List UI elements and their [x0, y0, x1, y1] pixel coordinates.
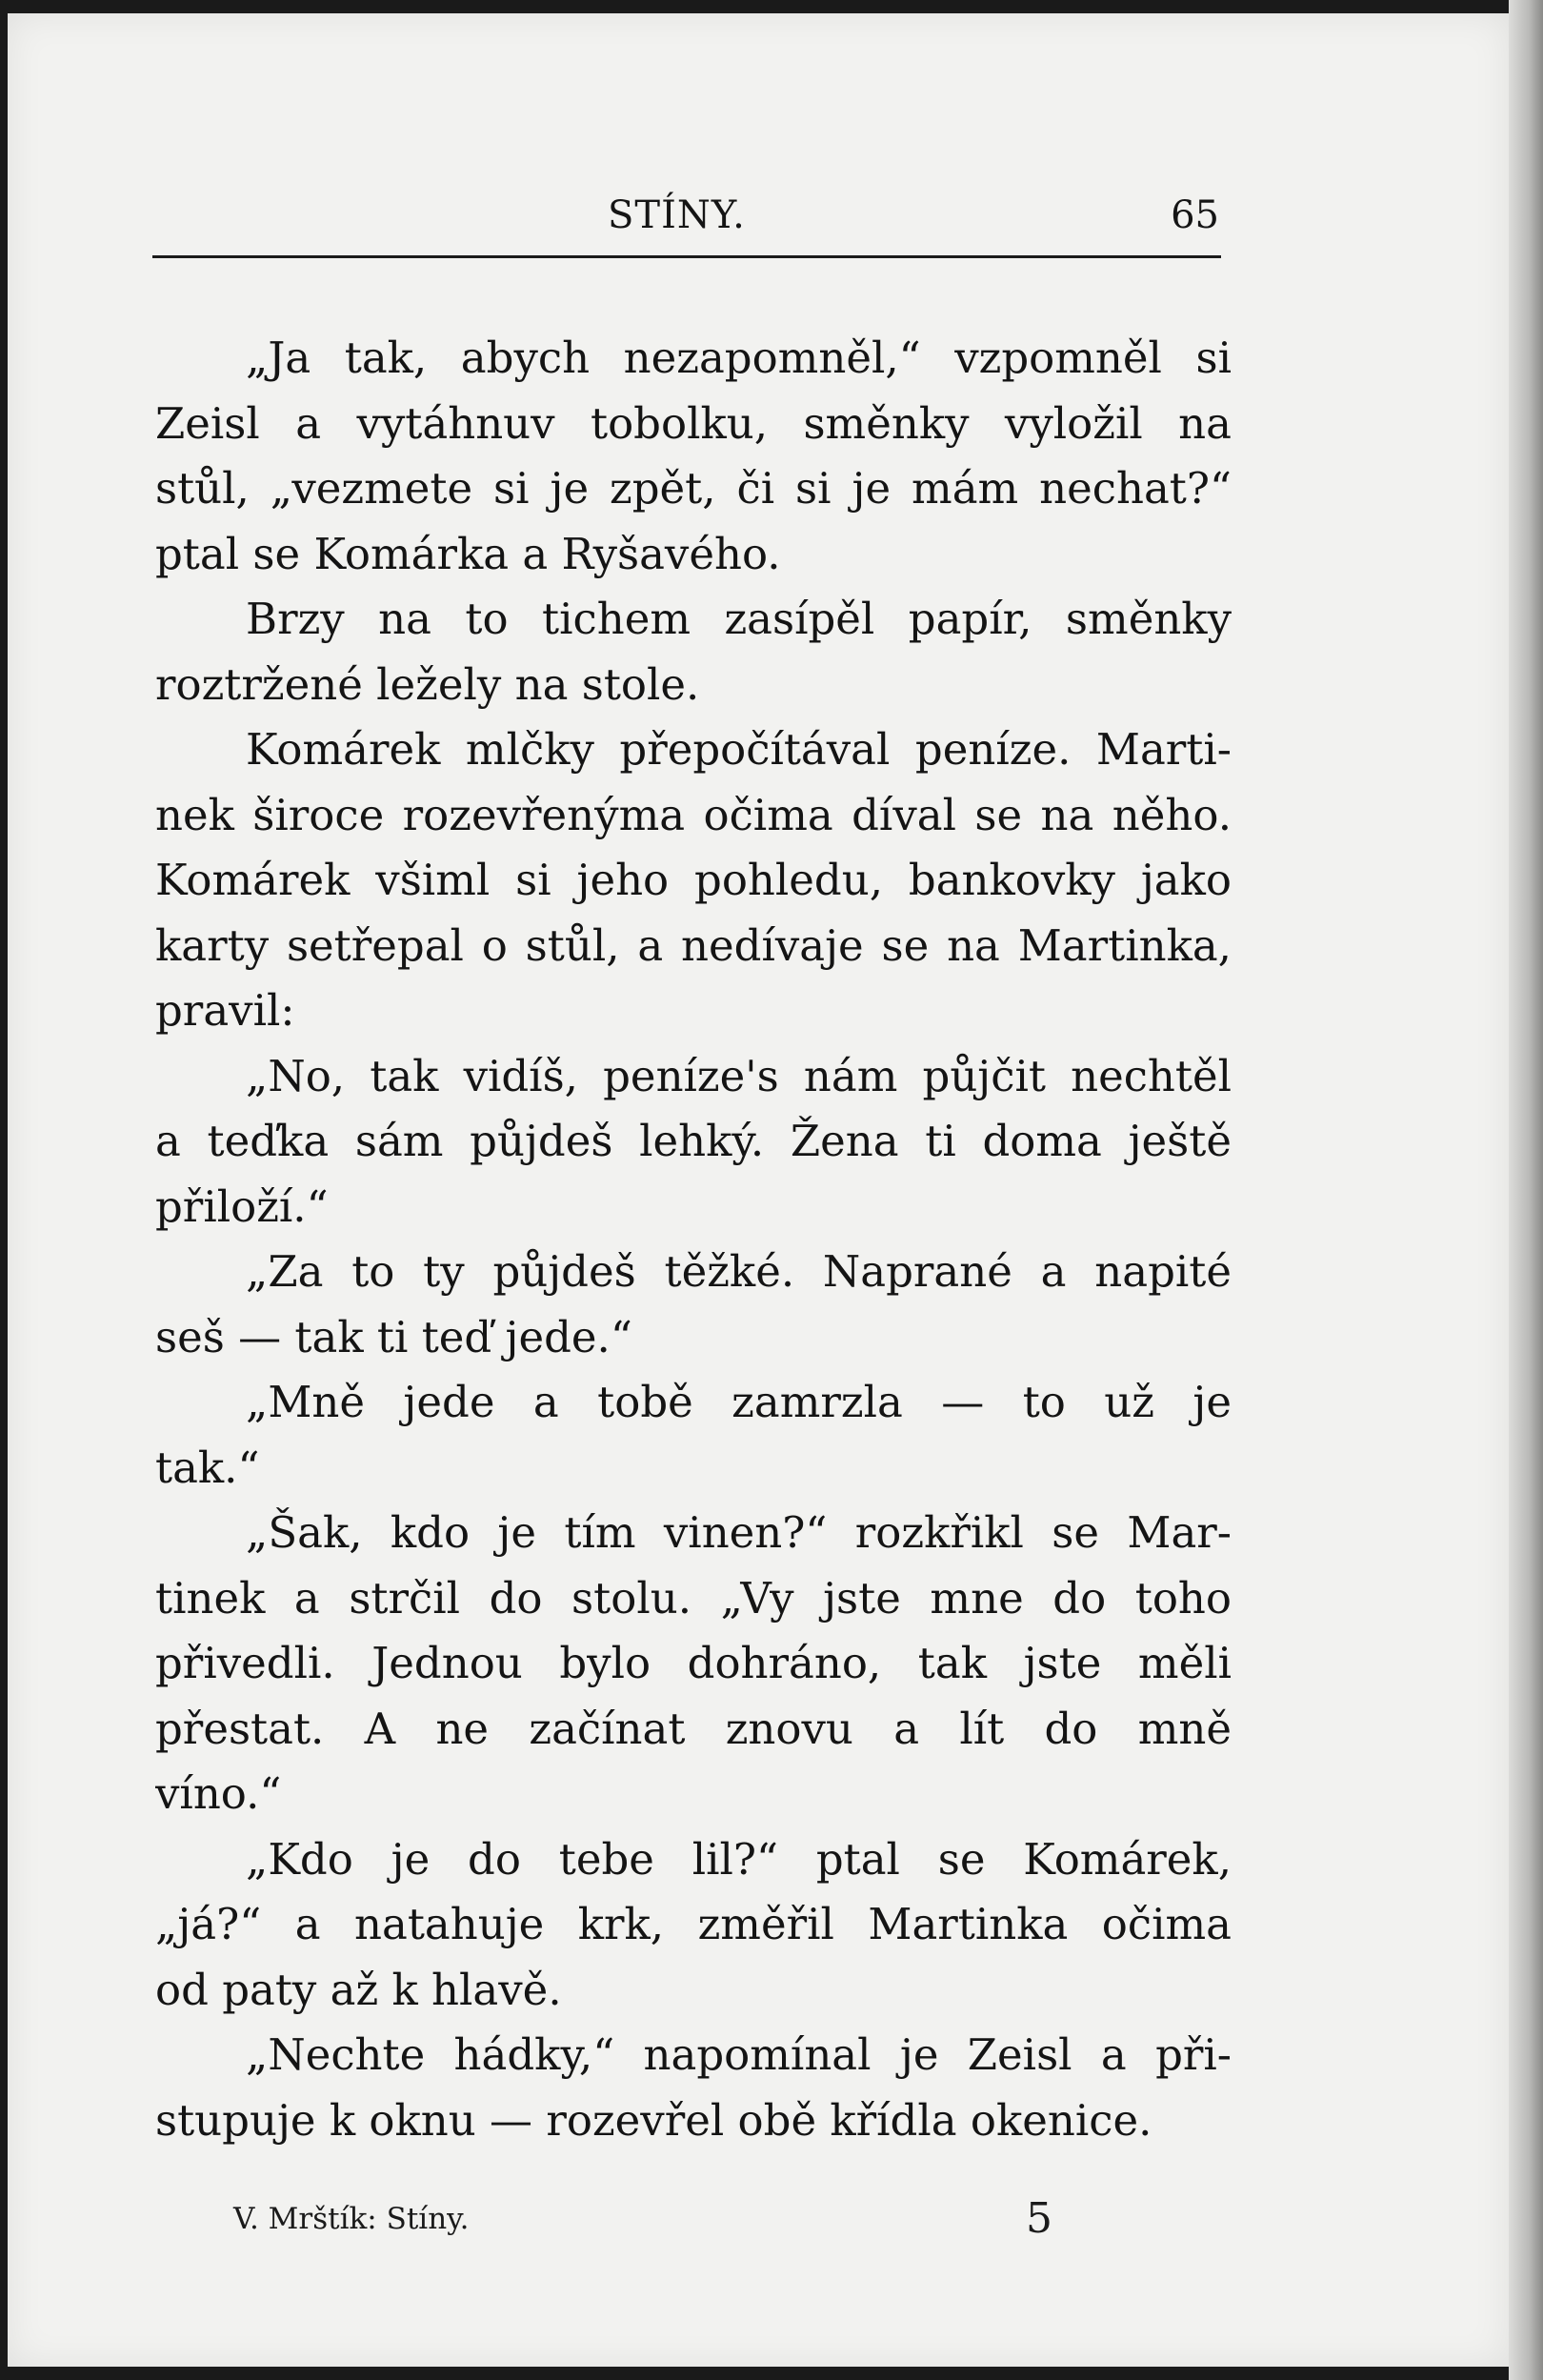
text-line: „Za to ty půjdeš těžké. Naprané a napité: [246, 1246, 1232, 1297]
text-line: seš — tak ti teď jede.“: [155, 1311, 632, 1362]
text-line: „já?“ a natahuje krk, změřil Martinka očima: [155, 1899, 1232, 1949]
header-rule: [152, 255, 1221, 258]
text-line: tak.“: [155, 1442, 260, 1493]
page-number: 65: [1171, 193, 1219, 237]
page-header: [152, 193, 1219, 251]
body-text: [155, 326, 1232, 2153]
text-line: „Kdo je do tebe lil?“ ptal se Komárek,: [246, 1833, 1232, 1885]
text-line: nek široce rozevřenýma očima díval se na něho.: [155, 789, 1232, 840]
text-line: Zeisl a vytáhnuv tobolku, směnky vyložil na: [155, 397, 1232, 449]
text-line: a teďka sám půjdeš lehký. Žena ti doma ještě: [155, 1116, 1232, 1166]
text-line: stupuje k oknu — rozevřel obě křídla okenice.: [155, 2094, 1152, 2146]
text-line: Brzy na to tichem zasípěl papír, směnky: [246, 594, 1232, 644]
page-edge-shadow: [1509, 0, 1543, 2380]
text-line: stůl, „vezmete si je zpět, či si je mám nechat?“: [155, 463, 1232, 514]
text-line: víno.“: [155, 1768, 282, 1819]
signature-mark: V. Mrštík: Stíny.: [233, 2202, 470, 2236]
text-line: „No, tak vidíš, peníze's nám půjčit nechtěl: [246, 1050, 1232, 1101]
text-line: „Nechte hádky,“ napomínal je Zeisl a při-: [246, 2029, 1232, 2080]
text-line: přiloží.“: [155, 1180, 329, 1232]
page-footer: [233, 2194, 1052, 2251]
text-line: přivedli. Jednou bylo dohráno, tak jste měli: [155, 1638, 1232, 1688]
text-line: od paty až k hlavě.: [155, 1964, 562, 2015]
text-line: karty setřepal o stůl, a nedívaje se na Martinka,: [155, 919, 1232, 971]
text-line: pravil:: [155, 985, 295, 1036]
text-line: ptal se Komárka a Ryšavého.: [155, 528, 781, 579]
text-line: přestat. A ne začínat znovu a lít do mně: [155, 1703, 1232, 1754]
text-line: „Šak, kdo je tím vinen?“ rozkřikl se Mar-: [246, 1507, 1232, 1558]
text-line: tinek a strčil do stolu. „Vy jste mne do toho: [155, 1572, 1232, 1624]
text-line: roztržené ležely na stole.: [155, 658, 700, 710]
text-line: Komárek mlčky přepočítával peníze. Marti-: [246, 724, 1232, 775]
running-title: STÍNY.: [608, 193, 746, 237]
text-line: „Ja tak, abych nezapomněl,“ vzpomněl si: [246, 333, 1232, 383]
text-line: Komárek všiml si jeho pohledu, bankovky jako: [155, 855, 1232, 905]
text-line: „Mně jede a tobě zamrzla — to už je: [246, 1377, 1232, 1427]
sheet-number: 5: [1026, 2194, 1052, 2243]
